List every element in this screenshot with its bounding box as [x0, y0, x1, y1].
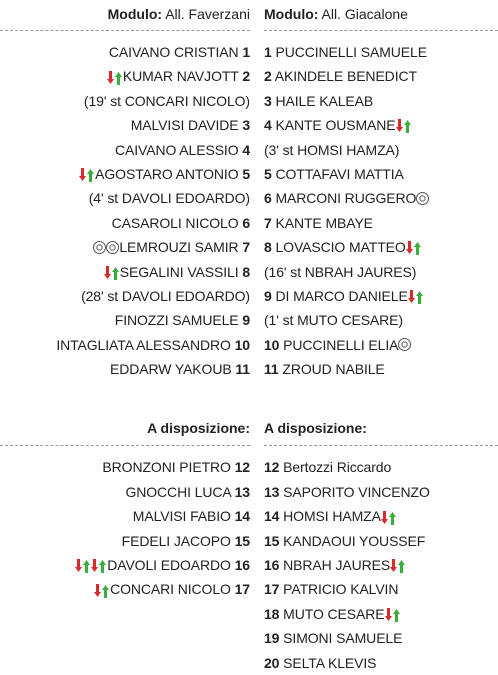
player-row — [264, 357, 498, 381]
player-number: 4 — [242, 141, 250, 158]
away-starting-list — [264, 40, 498, 381]
home-module-header — [0, 0, 250, 30]
player-row — [264, 162, 498, 186]
substitution-icon — [396, 117, 412, 133]
substitution-icon — [75, 557, 91, 573]
player-row — [264, 480, 498, 504]
player-row — [264, 186, 498, 210]
player-name: KANDAOUI YOUSSEF — [283, 532, 426, 549]
player-row — [264, 211, 498, 235]
player-name: HOMSI HAMZA — [283, 508, 381, 525]
substitution-icon — [406, 239, 422, 255]
player-name: MUTO CESARE — [283, 605, 385, 622]
player-row — [264, 138, 498, 162]
player-number: 12 — [264, 459, 280, 476]
player-row — [264, 626, 498, 650]
player-row — [0, 138, 250, 162]
away-bench-label: A disposizione: — [264, 420, 367, 437]
player-name: KANTE MBAYE — [275, 214, 373, 231]
substitution-icon — [408, 288, 424, 304]
player-name: FEDELI JACOPO — [121, 532, 231, 549]
home-module-label: Modulo: — [107, 6, 163, 22]
player-name: EDDARW YAKOUB — [109, 361, 232, 378]
player-name: INTAGLIATA ALESSANDRO — [56, 336, 231, 353]
player-number: 8 — [264, 239, 272, 256]
player-name: BRONZONI PIETRO — [102, 459, 231, 476]
home-team-column — [0, 0, 250, 602]
player-number: 11 — [264, 361, 279, 378]
player-name: KUMAR NAVJOTT — [122, 68, 239, 85]
player-number: 14 — [264, 508, 280, 525]
player-name: PUCCINELLI ELIA — [283, 336, 399, 353]
player-number: 10 — [264, 336, 280, 353]
player-number: 9 — [242, 312, 250, 329]
player-row — [0, 529, 250, 553]
player-number: 16 — [264, 557, 280, 574]
player-number: 2 — [242, 68, 250, 85]
goal-ball-icon — [416, 192, 429, 205]
player-number: 6 — [264, 190, 272, 207]
player-row — [0, 480, 250, 504]
home-header-divider — [0, 30, 250, 31]
player-row — [0, 284, 250, 308]
spacer — [264, 381, 498, 413]
player-number: 13 — [264, 483, 280, 500]
player-number: 19 — [264, 630, 280, 647]
substitution-icon — [107, 69, 123, 85]
player-number: 18 — [264, 605, 280, 622]
player-row — [0, 455, 250, 479]
player-number: 6 — [242, 214, 250, 231]
player-row — [0, 211, 250, 235]
player-name: AKINDELE BENEDICT — [274, 68, 417, 85]
home-coach: All. Faverzani — [165, 6, 250, 22]
substitution-icon — [390, 557, 406, 573]
player-name: (16' st NBRAH JAURES) — [264, 263, 417, 280]
player-row — [264, 235, 498, 259]
player-row — [0, 577, 250, 601]
player-name: KANTE OUSMANE — [275, 117, 396, 134]
player-name: MALVISI FABIO — [132, 508, 231, 525]
player-row — [0, 357, 250, 381]
player-name: CAIVANO ALESSIO — [115, 141, 239, 158]
player-number: 1 — [242, 44, 250, 60]
player-row — [264, 504, 498, 528]
player-row — [0, 186, 250, 210]
player-row — [0, 308, 250, 332]
player-number: 8 — [242, 263, 250, 280]
substitution-icon — [79, 166, 95, 182]
player-name: FINOZZI SAMUELE — [114, 312, 239, 329]
player-name: SELTA KLEVIS — [283, 654, 377, 671]
player-row — [0, 113, 250, 137]
player-name: HAILE KALEAB — [275, 92, 374, 109]
player-row — [0, 40, 250, 64]
player-row — [264, 260, 498, 284]
substitution-icon — [385, 606, 401, 622]
away-bench-divider — [264, 445, 498, 446]
player-row — [264, 89, 498, 113]
player-row — [0, 89, 250, 113]
player-name: CASAROLI NICOLO — [111, 214, 239, 231]
player-row — [264, 308, 498, 332]
player-row — [0, 504, 250, 528]
player-name: SAPORITO VINCENZO — [283, 483, 430, 500]
player-number: 4 — [264, 117, 272, 134]
player-row — [264, 40, 498, 64]
spacer — [0, 381, 250, 413]
goal-ball-icon — [106, 241, 119, 254]
player-name: DI MARCO DANIELE — [275, 287, 408, 304]
player-name: DAVOLI EDOARDO — [107, 557, 231, 574]
player-name: (1' st MUTO CESARE) — [264, 312, 403, 329]
home-starting-list — [0, 40, 250, 381]
player-row — [264, 553, 498, 577]
player-row — [264, 284, 498, 308]
player-row — [264, 651, 498, 675]
substitution-icon — [91, 557, 107, 573]
player-row — [264, 64, 498, 88]
player-number: 10 — [234, 336, 250, 353]
player-number: 15 — [234, 532, 250, 549]
player-number: 16 — [234, 557, 250, 574]
player-row — [0, 64, 250, 88]
away-module-header — [264, 0, 498, 30]
player-number: 3 — [242, 117, 250, 134]
player-number: 12 — [234, 459, 250, 476]
player-name: GNOCCHI LUCA — [125, 483, 231, 500]
player-row — [264, 577, 498, 601]
player-name: NBRAH JAURES — [283, 557, 391, 574]
player-number: 1 — [264, 44, 272, 60]
player-row — [264, 333, 498, 357]
player-row — [264, 455, 498, 479]
home-bench-list — [0, 455, 250, 601]
player-number: 9 — [264, 287, 272, 304]
away-coach: All. Giacalone — [321, 6, 408, 22]
player-name: (19' st CONCARI NICOLO) — [83, 92, 250, 109]
player-name: (28' st DAVOLI EDOARDO) — [81, 287, 250, 304]
player-row — [0, 235, 250, 259]
player-number: 7 — [264, 214, 272, 231]
player-name: Bertozzi Riccardo — [283, 459, 392, 476]
player-name: (3' st HOMSI HAMZA) — [264, 141, 400, 158]
player-row — [0, 162, 250, 186]
player-name: MARCONI RUGGERO — [275, 190, 417, 207]
player-number: 5 — [242, 165, 250, 182]
away-module-label: Modulo: — [264, 6, 319, 22]
player-number: 3 — [264, 92, 272, 109]
player-row — [0, 553, 250, 577]
player-number: 20 — [264, 654, 280, 671]
player-row — [0, 260, 250, 284]
goal-ball-icon — [398, 338, 411, 351]
player-row — [264, 113, 498, 137]
player-number: 15 — [264, 532, 280, 549]
player-name: LOVASCIO MATTEO — [275, 239, 406, 256]
player-name: LEMROUZI SAMIR — [119, 239, 239, 256]
substitution-icon — [94, 582, 110, 598]
player-row — [264, 602, 498, 626]
player-row — [264, 529, 498, 553]
player-number: 14 — [234, 508, 250, 525]
player-number: 7 — [242, 239, 250, 256]
player-name: COTTAFAVI MATTIA — [275, 165, 404, 182]
player-row — [0, 333, 250, 357]
player-name: ZROUD NABILE — [282, 361, 385, 378]
player-number: 5 — [264, 165, 272, 182]
player-name: MALVISI DAVIDE — [130, 117, 239, 134]
substitution-icon — [381, 509, 397, 525]
player-name: AGOSTARO ANTONIO — [95, 165, 239, 182]
player-name: CONCARI NICOLO — [110, 581, 231, 598]
player-number: 13 — [234, 483, 250, 500]
player-number: 17 — [234, 581, 250, 598]
player-number: 11 — [235, 361, 250, 378]
player-name: SIMONI SAMUELE — [283, 630, 403, 647]
player-number: 2 — [264, 68, 272, 85]
home-bench-label: A disposizione: — [147, 420, 250, 437]
player-name: SEGALINI VASSILI — [119, 263, 239, 280]
home-bench-divider — [0, 445, 250, 446]
away-bench-list — [264, 455, 498, 675]
substitution-icon — [104, 264, 120, 280]
player-name: CAIVANO CRISTIAN — [108, 44, 239, 60]
player-name: PUCCINELLI SAMUELE — [275, 44, 427, 60]
away-team-column — [264, 0, 498, 675]
player-number: 17 — [264, 581, 280, 598]
player-name: PATRICIO KALVIN — [283, 581, 399, 598]
player-name: (4' st DAVOLI EDOARDO) — [88, 190, 250, 207]
goal-ball-icon — [93, 241, 106, 254]
away-header-divider — [264, 30, 498, 31]
